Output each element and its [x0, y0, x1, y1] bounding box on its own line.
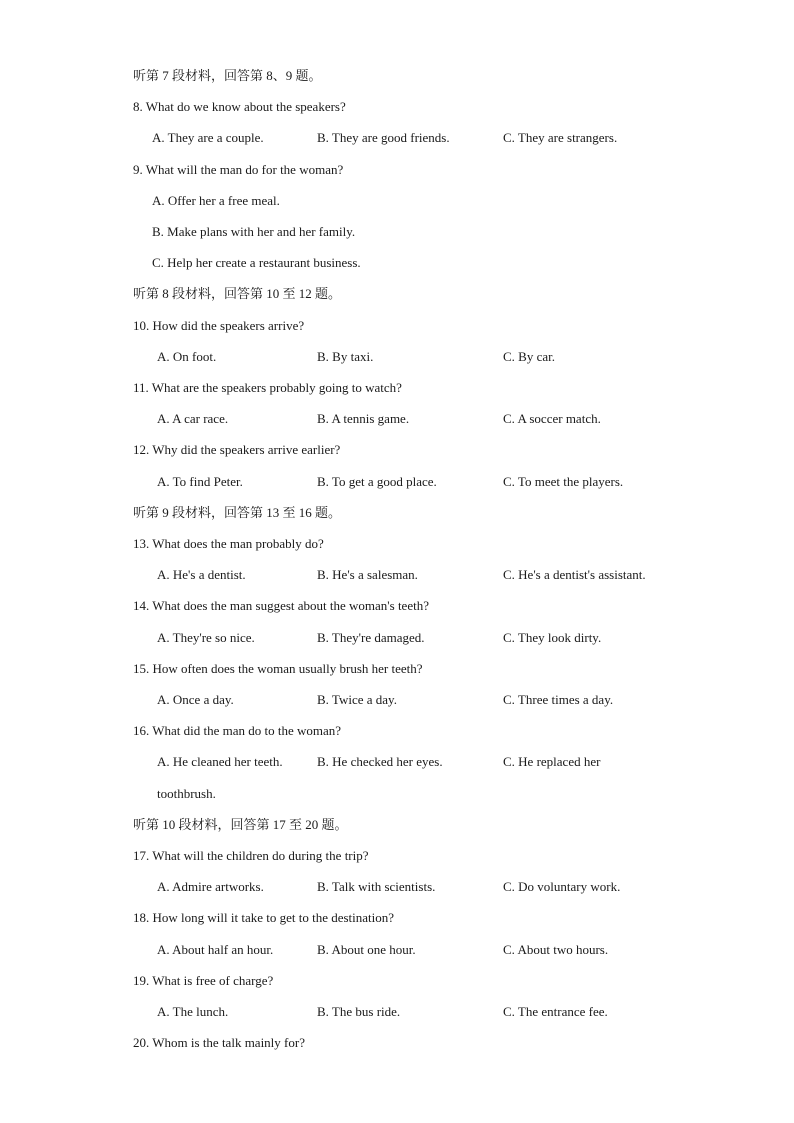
option-b: B. The bus ride.	[317, 1004, 401, 1019]
option-a: A. On foot.	[157, 349, 217, 364]
option-b: B. About one hour.	[317, 942, 416, 957]
option-c: C. He's a dentist's assistant.	[503, 567, 646, 582]
option-a: A. Once a day.	[157, 692, 234, 707]
option-c: C. About two hours.	[503, 942, 609, 957]
section-heading: 听第 7 段材料，回答第 8、9 题。	[133, 68, 322, 83]
question-text: 16. What did the man do to the woman?	[133, 723, 342, 738]
option-text: A. Offer her a free meal.	[152, 193, 280, 208]
option-a: A. He cleaned her teeth.	[157, 754, 283, 769]
option-c: C. To meet the players.	[503, 474, 624, 489]
option-c: C. They are strangers.	[503, 130, 618, 145]
option-b: B. Twice a day.	[317, 692, 397, 707]
option-b: B. Talk with scientists.	[317, 879, 436, 894]
question-text: 20. Whom is the talk mainly for?	[133, 1035, 305, 1050]
option-b: B. He's a salesman.	[317, 567, 418, 582]
option-a: A. They are a couple.	[152, 130, 264, 145]
option-a: A. About half an hour.	[157, 942, 274, 957]
option-c: C. They look dirty.	[503, 630, 602, 645]
option-text: toothbrush.	[157, 786, 216, 801]
option-a: A. A car race.	[157, 411, 229, 426]
option-a: A. He's a dentist.	[157, 567, 246, 582]
option-a: A. Admire artworks.	[157, 879, 264, 894]
question-text: 10. How did the speakers arrive?	[133, 318, 305, 333]
option-b: B. To get a good place.	[317, 474, 437, 489]
option-a: A. They're so nice.	[157, 630, 255, 645]
option-b: B. He checked her eyes.	[317, 754, 443, 769]
section-heading: 听第 9 段材料，回答第 13 至 16 题。	[133, 505, 342, 520]
option-c: C. Do voluntary work.	[503, 879, 621, 894]
section-heading: 听第 10 段材料，回答第 17 至 20 题。	[133, 817, 348, 832]
option-c: C. Three times a day.	[503, 692, 614, 707]
question-text: 12. Why did the speakers arrive earlier?	[133, 442, 341, 457]
option-a: A. The lunch.	[157, 1004, 229, 1019]
section-heading: 听第 8 段材料，回答第 10 至 12 题。	[133, 286, 342, 301]
option-b: B. A tennis game.	[317, 411, 410, 426]
question-text: 14. What does the man suggest about the woman's teeth?	[133, 598, 429, 613]
option-c: C. A soccer match.	[503, 411, 601, 426]
question-text: 9. What will the man do for the woman?	[133, 162, 344, 177]
option-text: B. Make plans with her and her family.	[152, 224, 356, 239]
option-text: C. Help her create a restaurant business.	[152, 255, 361, 270]
option-b: B. By taxi.	[317, 349, 374, 364]
option-c: C. He replaced her	[503, 754, 601, 769]
option-c: C. The entrance fee.	[503, 1004, 608, 1019]
question-text: 11. What are the speakers probably going to watch?	[133, 380, 402, 395]
question-text: 19. What is free of charge?	[133, 973, 274, 988]
question-text: 13. What does the man probably do?	[133, 536, 324, 551]
option-a: A. To find Peter.	[157, 474, 243, 489]
question-text: 15. How often does the woman usually brush her teeth?	[133, 661, 423, 676]
question-text: 17. What will the children do during the trip?	[133, 848, 369, 863]
question-text: 8. What do we know about the speakers?	[133, 99, 346, 114]
option-c: C. By car.	[503, 349, 555, 364]
option-b: B. They're damaged.	[317, 630, 425, 645]
question-text: 18. How long will it take to get to the destination?	[133, 910, 395, 925]
option-b: B. They are good friends.	[317, 130, 450, 145]
